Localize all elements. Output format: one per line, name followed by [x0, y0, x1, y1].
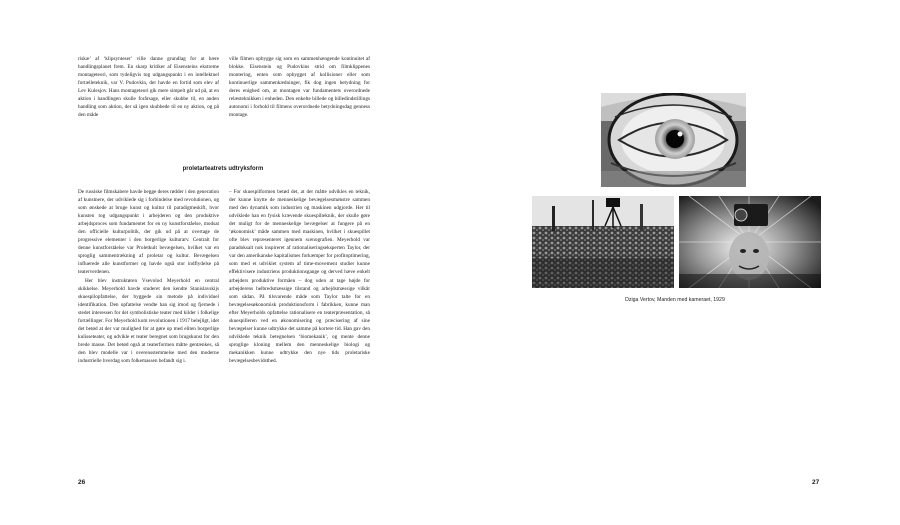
top-text-column-left	[78, 55, 219, 119]
photo-caption: Dziga Vertov, Manden med kameraet, 1929	[625, 297, 725, 303]
crowd-illustration	[532, 196, 674, 288]
film-still-cameraman-double-exposure	[679, 196, 821, 288]
top-paragraph-left: riskæ’ af ‘klipsynteser’ ville danne grundlag for at bære handlingsplanet frem. En skarp kritiker af Eisensteins ekstreme montageteori, som tydeligvis tog udgangspunkt i en intellektuel fortælleteknik, var V. Pudovkin, der havde en fortid som elev af Lev Kulesjov. Hans montageteori gik mere simpelt går ud på, at en aktion i handlingen skulle forårsage, eller skubbe til, en anden handling som aktion, der så igen skubbede til en ny aktion, og på den måde	[78, 56, 219, 119]
body-text-column-right	[229, 188, 370, 365]
top-paragraph-right: ville filmen opbygge sig som en sammenhængende kontinuitet af blokke. Eisenstein og Pudovkins strid om filmklippenes montering, enten som opbygget af kollisioner eller som kontinuerlige sammenkædninger, fik dog ingen betydning for deres enighed om, at montagen var fundamentets overordnede relæsteknikken i enheden. Den enkelte billede og billedindstillings autonomi i forhold til filmens overordnede betydningsdag genness montage.	[229, 56, 370, 119]
body-paragraph: Her blev instruktøren Vsevolod Meyerhold en central skikkelse. Meyerhold havde studeret den kendte Stanislavskijs skuespilopfattelse, der byggede sin metode på individuel identifikation. Den opfattelse vendte han sig imod og fjernede i stedet interessen for det symbolistiske teater med kilder i folkelige fortællinger. For Meyerhold kom revolutionen i 1917 belejligt, idet det betød at der var mulighed for at gøre op med eliten borgerlige kulisseteater, og udvikle et teater beregnet som brugskunst for den brede masse. Det betød også at teaterformen måtte gentænkes, så den blev modelle var i overensstemmelse med den moderne industrielle hverdag som folkemassen befandt sig i.	[78, 277, 219, 364]
eye-lens-illustration	[601, 93, 746, 187]
top-text-column-right	[229, 55, 370, 119]
double-exposure-illustration	[679, 196, 821, 288]
page-number-left: 26	[78, 479, 86, 486]
body-paragraph: De russiske filmskabere havde begge deres rødder i den generation af kunstnere, der udviklede sig i forbindelse med revolutionen, og som ønskede at bruge kunst og kultur til paradigmeskift, hvor kunsten tog udgangspunkt i arbejderen og den produktive arbejdsproces som fundamentet for en ny kunstforståelse, modsat den officielle kulturpolitik, der gik ud på at overtage de progressive elementer i den borgerlige kulturarv. Centralt for denne kunstforståelse var Proletkult bevægelsen, hvilket var en sproglig sammentrækning af proletar og kultur. Bevægelsen influerede alle kunstformer og havde også stor indflydelse på teaterverdenen.	[78, 189, 219, 276]
film-still-cameraman-crowd	[532, 196, 674, 288]
body-text-column-left	[78, 188, 219, 365]
film-still-eye-lens	[601, 93, 746, 187]
section-heading: proletarteatrets udtryksform	[182, 166, 264, 172]
page-number-right: 27	[812, 479, 820, 486]
body-paragraph: – For skuespilformen betød det, at der måtte udvikles en teknik, der kunne knytte de menneskelige bevægelsesmønstre sammen med den dynamik som industrien og maskinen udgjorde. Her til udviklede han en fysisk krævende skuespilteknik, der skulle gøre det muligt for de menneskelige bevægelser at fungere på en ‘økonomisk’ måde sammen med maskinen, hvilket i skuespillet ofte blev repræsenteret igennem scenografien. Meyerhold var paradoksalt nok inspireret af rationaliseringseksperten Taylor, der var den amerikanske kapitalismes forkæmper for profitoptimering, som med et udviklet system af time-movement studier kunne effektivisere industriens produktionsgange og derved hæve enkelt arbejders produktive formåen – dog uden at tage højde for arbejderens helbredsmæssige tilstand og arbejdsmæssige vilkår som sådan. På tilsvarende måde som Taylor talte for en bevægelsesøkonomisk produktionsform i fabrikken, kunne man efter Meyerholds opfattelse rationalisere en teaterpræsentation, så skuespilleren ved en økonomisering og præcisering af sine bevægelser kunne udtrykke det samme på kortere tid. Han gav den udviklede teknik betegnelsen ‘biomekanik’, og mente denne sproglige kloning mellem den menneskelige biologi og mekanikken kunne udtrykke den nye tids proletariske bevægelsesbevidsthed.	[229, 189, 370, 364]
